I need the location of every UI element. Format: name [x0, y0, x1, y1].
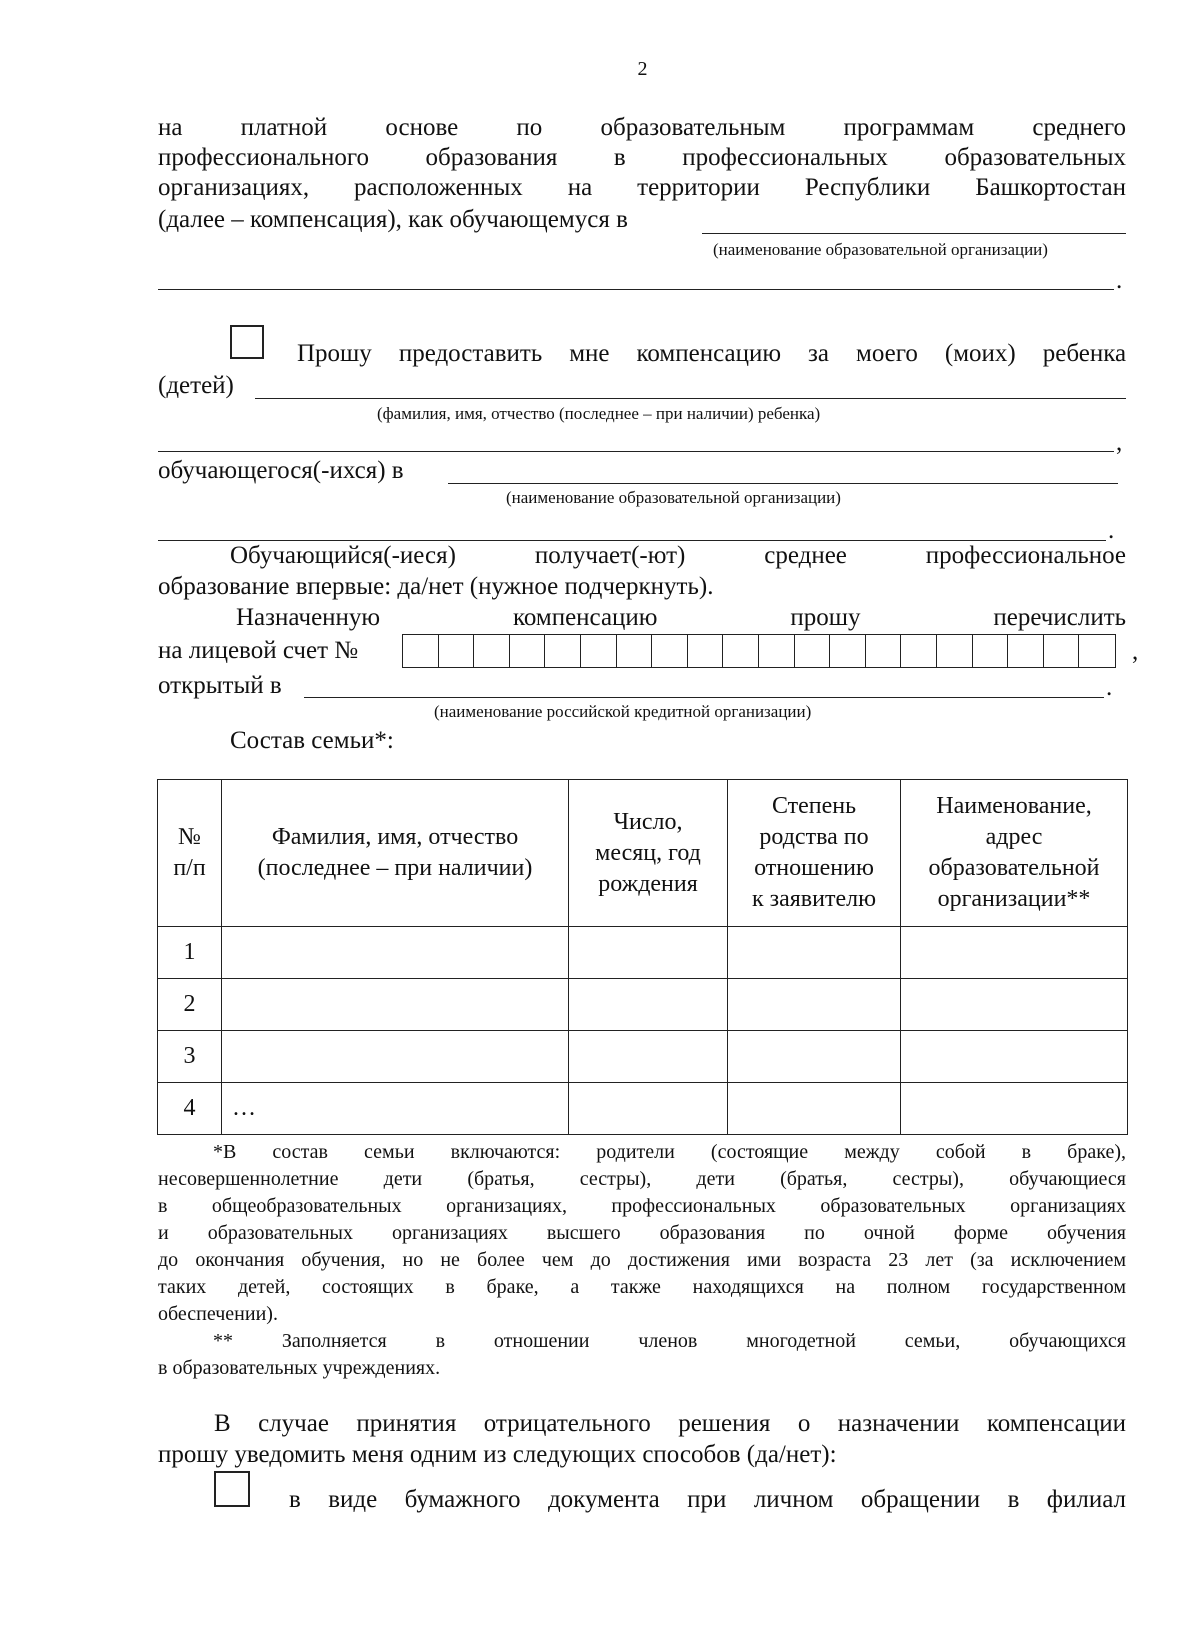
child-education-org-caption: (наименование образовательной организации)	[506, 488, 841, 507]
child-name-comma: ,	[1116, 429, 1123, 456]
education-org-caption: (наименование образовательной организации)	[713, 240, 1048, 259]
relation-cell[interactable]	[728, 979, 901, 1031]
footnote-line: несовершеннолетние дети (братья, сестры), дети (братья, сестры), обучающиеся	[158, 1168, 1126, 1190]
row-number: 3	[158, 1031, 222, 1083]
relation-cell[interactable]	[728, 1083, 901, 1135]
child-compensation-checkbox[interactable]	[230, 325, 264, 359]
education-org-cell[interactable]	[901, 979, 1128, 1031]
account-digit-box[interactable]	[545, 635, 581, 667]
child-name-caption: (фамилия, имя, отчество (последнее – при наличии) ребенка)	[377, 404, 821, 423]
full-name-cell[interactable]	[222, 979, 569, 1031]
first-education-line-1: Обучающийся(-иеся) получает(-ют) среднее профессиональное	[230, 542, 1127, 569]
account-label: на лицевой счет №	[158, 637, 359, 664]
relation-cell[interactable]	[728, 1031, 901, 1083]
account-digit-box[interactable]	[901, 635, 937, 667]
education-org-field[interactable]	[702, 233, 1126, 234]
account-digit-box[interactable]	[759, 635, 795, 667]
education-org-cell[interactable]	[901, 1031, 1128, 1083]
account-digit-box[interactable]	[652, 635, 688, 667]
family-table	[157, 779, 1128, 1135]
footnote-line: до окончания обучения, но не более чем до достижения ими возраста 23 лет (за исключением	[158, 1249, 1126, 1271]
family-heading: Состав семьи*:	[230, 727, 394, 754]
row-number: 1	[158, 927, 222, 979]
refusal-line-1: В случае принятия отрицательного решения о назначении компенсации	[214, 1410, 1127, 1437]
child-education-org-field[interactable]	[448, 483, 1118, 484]
bank-name-caption: (наименование российской кредитной организации)	[434, 702, 812, 721]
intro-line-4: (далее – компенсация), как обучающемуся в	[158, 206, 628, 233]
table-row	[158, 927, 1128, 979]
family-footnote	[158, 1139, 1126, 1382]
opened-label: открытый в	[158, 672, 282, 699]
account-digit-box[interactable]	[688, 635, 724, 667]
table-row	[158, 1083, 1128, 1135]
account-digit-box[interactable]	[866, 635, 902, 667]
birth-date-cell[interactable]	[569, 1083, 728, 1135]
column-header-birth-date: Число, месяц, год рождения	[569, 780, 728, 927]
account-number-boxes[interactable]	[402, 634, 1116, 668]
account-digit-box[interactable]	[581, 635, 617, 667]
account-digit-box[interactable]	[1008, 635, 1044, 667]
child-name-field-continued[interactable]	[158, 451, 1114, 452]
first-education-line-2: образование впервые: да/нет (нужное подчеркнуть).	[158, 573, 714, 600]
full-name-cell[interactable]	[222, 927, 569, 979]
intro-line-1: на платной основе по образовательным программам среднего	[158, 114, 1127, 141]
column-header-education-org: Наименование, адрес образовательной организации**	[901, 780, 1128, 927]
paper-document-checkbox[interactable]	[214, 1471, 250, 1507]
footnote-line: и образовательных организациях высшего образования по очной форме обучения	[158, 1222, 1126, 1244]
table-row	[158, 979, 1128, 1031]
refusal-option-1: в виде бумажного документа при личном обращении в филиал	[289, 1486, 1126, 1513]
footnote-line: в общеобразовательных организациях, профессиональных образовательных организациях	[158, 1195, 1126, 1217]
account-digit-box[interactable]	[830, 635, 866, 667]
children-label: (детей)	[158, 372, 234, 399]
column-header-full-name: Фамилия, имя, отчество (последнее – при наличии)	[222, 780, 569, 927]
account-digit-box[interactable]	[439, 635, 475, 667]
footnote-line: обеспечении).	[158, 1303, 278, 1325]
column-header-number: № п/п	[158, 780, 222, 927]
education-org-cell[interactable]	[901, 927, 1128, 979]
intro-end-period: .	[1116, 267, 1123, 294]
account-digit-box[interactable]	[510, 635, 546, 667]
footnote-line: в образовательных учреждениях.	[158, 1357, 441, 1379]
family-table-header-row	[158, 780, 1128, 927]
birth-date-cell[interactable]	[569, 927, 728, 979]
row-number: 4	[158, 1083, 222, 1135]
full-name-cell[interactable]	[222, 1031, 569, 1083]
relation-cell[interactable]	[728, 927, 901, 979]
account-digit-box[interactable]	[1044, 635, 1080, 667]
footnote-line: таких детей, состоящих в браке, а также находящихся на полном государственном	[158, 1276, 1126, 1298]
education-org-field-continued[interactable]	[158, 289, 1114, 290]
account-digit-box[interactable]	[474, 635, 510, 667]
bank-end-period: .	[1106, 674, 1113, 701]
account-digit-box[interactable]	[403, 635, 439, 667]
full-name-cell[interactable]: …	[222, 1083, 569, 1135]
account-comma: ,	[1132, 638, 1139, 665]
birth-date-cell[interactable]	[569, 979, 728, 1031]
payment-line-1: Назначенную компенсацию прошу перечислить	[236, 604, 1127, 631]
page-number: 2	[637, 58, 648, 80]
bank-name-field[interactable]	[304, 697, 1104, 698]
child-org-end-period: .	[1108, 517, 1115, 544]
account-digit-box[interactable]	[1079, 635, 1115, 667]
account-digit-box[interactable]	[617, 635, 653, 667]
intro-line-3: организациях, расположенных на территории Республики Башкортостан	[158, 174, 1127, 201]
account-digit-box[interactable]	[723, 635, 759, 667]
column-header-relation: Степень родства по отношению к заявителю	[728, 780, 901, 927]
account-digit-box[interactable]	[795, 635, 831, 667]
footnote-line: *В состав семьи включаются: родители (состоящие между собой в браке),	[213, 1141, 1126, 1163]
education-org-cell[interactable]	[901, 1083, 1128, 1135]
row-number: 2	[158, 979, 222, 1031]
intro-line-2: профессионального образования в профессиональных образовательных	[158, 144, 1126, 171]
account-digit-box[interactable]	[937, 635, 973, 667]
footnote-line: ** Заполняется в отношении членов многодетной семьи, обучающихся	[213, 1330, 1126, 1352]
account-digit-box[interactable]	[973, 635, 1009, 667]
refusal-line-2: прошу уведомить меня одним из следующих способов (да/нет):	[158, 1441, 837, 1468]
child-request-line-1: Прошу предоставить мне компенсацию за моего (моих) ребенка	[297, 340, 1127, 367]
studying-label: обучающегося(-ихся) в	[158, 457, 404, 484]
birth-date-cell[interactable]	[569, 1031, 728, 1083]
child-name-field[interactable]	[255, 398, 1126, 399]
table-row	[158, 1031, 1128, 1083]
